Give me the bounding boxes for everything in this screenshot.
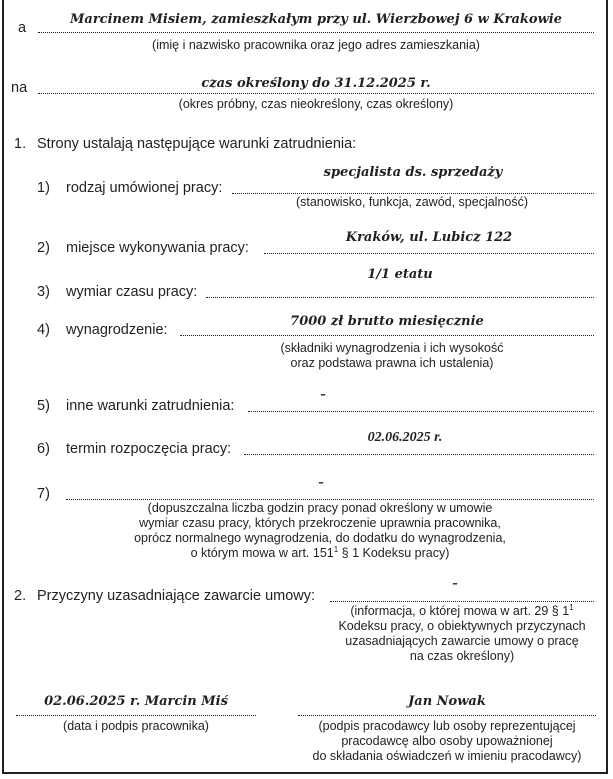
item1-hint: (stanowisko, funkcja, zawód, specjalność)	[295, 195, 529, 209]
section2-dotted-line	[330, 601, 594, 602]
item3-value[interactable]: 1/1 etatu	[367, 267, 433, 282]
section1-title: Strony ustalają następujące warunki zatrudnienia:	[37, 136, 357, 152]
item4-hint	[222, 341, 562, 371]
section2-label: Przyczyny uzasadniające zawarcie umowy:	[37, 588, 316, 604]
section2-hint	[330, 604, 594, 664]
item6-dotted-line	[244, 454, 594, 455]
item6-number: 6)	[37, 441, 50, 457]
item7-hint-line3: oprócz normalnego wynagrodzenia, do dodatku do wynagrodzenia,	[134, 531, 506, 545]
item5-value[interactable]: –	[320, 388, 326, 401]
section2-hint-line1-text: (informacja, o której mowa w art. 29 § 1	[350, 604, 570, 618]
item7-hint	[100, 501, 540, 561]
employer-hint-line3: do składania oświadczeń w imieniu pracodawcy)	[312, 749, 582, 763]
section1-number: 1.	[14, 136, 27, 152]
item5-dotted-line	[248, 411, 594, 412]
item4-dotted-line	[180, 335, 594, 336]
item4-hint-line1: (składniki wynagrodzenia i ich wysokość	[280, 341, 504, 355]
section2-number: 2.	[14, 588, 27, 604]
prefix-na: na	[11, 80, 28, 96]
employee-signature-hint: (data i podpis pracownika)	[63, 719, 209, 733]
superscript: 1	[333, 545, 339, 554]
item1-number: 1)	[37, 180, 50, 196]
item4-hint-line2: oraz podstawa prawna ich ustalenia)	[290, 356, 494, 370]
item7-number: 7)	[37, 486, 50, 502]
employer-hint-line2: pracodawcę albo osoby upoważnionej	[341, 734, 553, 748]
item3-dotted-line	[206, 297, 594, 298]
employee-dotted-line	[38, 32, 594, 33]
item4-number: 4)	[37, 322, 50, 338]
item5-number: 5)	[37, 398, 50, 414]
item1-dotted-line	[232, 193, 594, 194]
employee-signature-line	[16, 715, 256, 716]
item7-dotted-line	[66, 499, 594, 500]
item6-label: termin rozpoczęcia pracy:	[66, 441, 232, 457]
contract-type-hint: (okres próbny, czas nieokreślony, czas określony)	[178, 97, 454, 111]
item1-label: rodzaj umówionej pracy:	[66, 180, 223, 196]
item5-label: inne warunki zatrudnienia:	[66, 398, 235, 414]
section2-hint-line4: na czas określony)	[409, 649, 515, 663]
item7-hint-line4	[191, 546, 450, 560]
employee-hint: (imię i nazwisko pracownika oraz jego adres zamieszkania)	[152, 38, 480, 52]
item7-hint-line4-text: o którym mowa w art. 151	[190, 546, 334, 560]
item2-value[interactable]: Kraków, ul. Lubicz 122	[345, 230, 513, 245]
employer-signature-line	[298, 715, 596, 716]
contract-type-value[interactable]: czas określony do 31.12.2025 r.	[201, 76, 431, 91]
section2-hint-line2: Kodeksu pracy, o obiektywnych przyczynach	[338, 619, 586, 633]
item7-hint-line2: wymiar czasu pracy, których przekroczenie uprawnia pracownika,	[139, 516, 501, 530]
item1-value[interactable]: specjalista ds. sprzedaży	[323, 165, 503, 180]
item4-label: wynagrodzenie:	[66, 322, 168, 338]
section2-hint-line3: uzasadniających zawarcie umowy o pracę	[345, 634, 579, 648]
contract-type-dotted-line	[38, 93, 594, 94]
section2-value[interactable]: –	[452, 577, 458, 590]
employee-value[interactable]: Marcinem Misiem, zamieszkałym przy ul. Wierzbowej 6 w Krakowie	[70, 12, 562, 27]
employer-signature-value[interactable]: Jan Nowak	[408, 694, 486, 709]
item7-hint-line4-text-end: § 1 Kodeksu pracy)	[338, 546, 450, 560]
prefix-a: a	[18, 20, 27, 36]
employee-signature-value[interactable]: 02.06.2025 r. Marcin Miś	[44, 694, 228, 709]
item2-dotted-line	[264, 253, 594, 254]
item7-value[interactable]: –	[318, 476, 324, 489]
item2-number: 2)	[37, 240, 50, 256]
item3-label: wymiar czasu pracy:	[66, 284, 198, 300]
item6-value[interactable]: 02.06.2025 r.	[367, 430, 443, 445]
employer-signature-hint	[298, 719, 596, 764]
employer-hint-line1: (podpis pracodawcy lub osoby reprezentującej	[318, 719, 576, 733]
item2-label: miejsce wykonywania pracy:	[66, 240, 249, 256]
section2-hint-line1	[350, 604, 573, 618]
item7-hint-line1: (dopuszczalna liczba godzin pracy ponad określony w umowie	[147, 501, 493, 515]
item4-value[interactable]: 7000 zł brutto miesięcznie	[290, 314, 484, 329]
item3-number: 3)	[37, 284, 50, 300]
superscript: 1	[569, 603, 574, 612]
